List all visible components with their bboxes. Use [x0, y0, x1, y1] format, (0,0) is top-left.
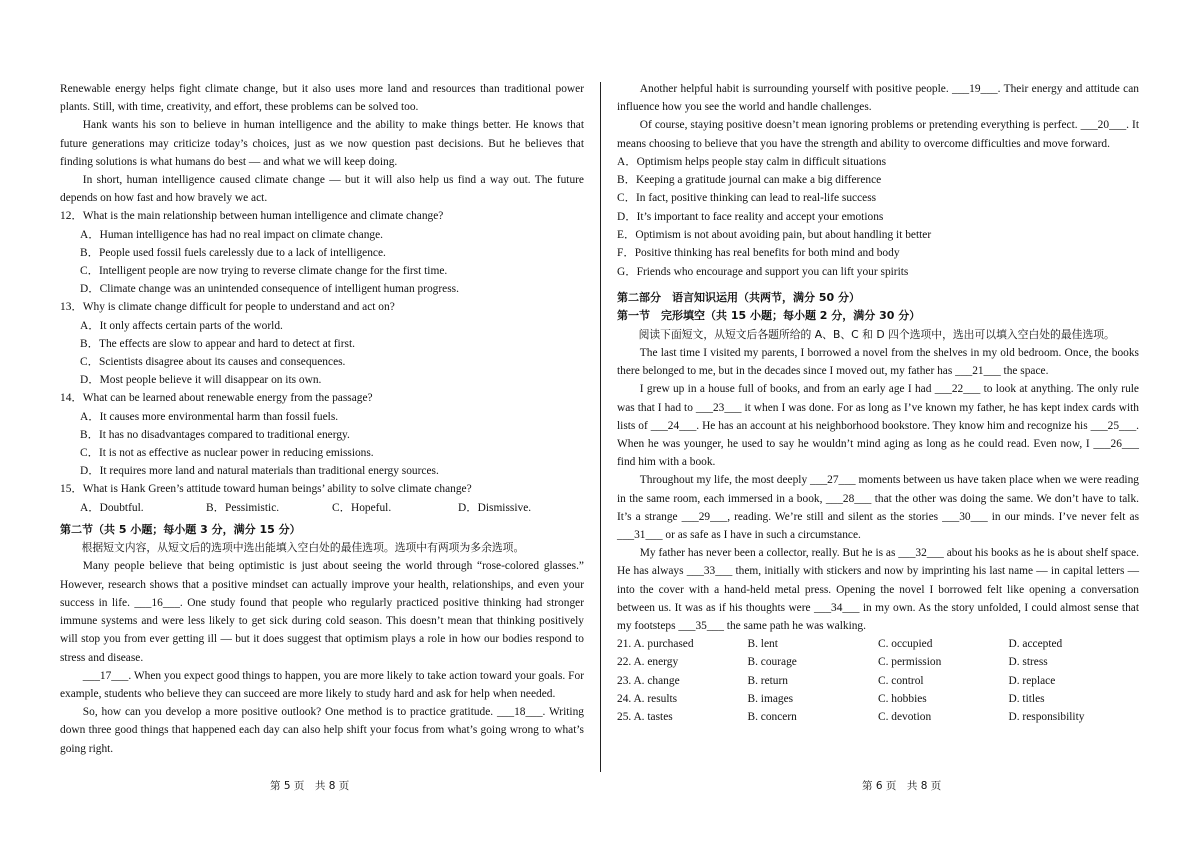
passage-paragraph: Of course, staying positive doesn’t mean ignoring problems or pretending everything is perfect. ___20___. It means choosing to believe that you have the strength and ability to overcome difficulties and move forward. [617, 119, 1139, 150]
cloze-option-row-22 [617, 653, 1139, 671]
cloze-option: C. occupied [878, 638, 933, 651]
cloze-option: C. control [878, 674, 924, 687]
section-2-instruction: 根据短文内容，从短文后的选项中选出能填入空白处的最佳选项。选项中有两项为多余选项。 [81, 541, 525, 555]
passage-paragraph: Hank wants his son to believe in human intelligence and the ability to make things better. He knows that future generations may criticize today’s choices, just as we now question past decisions. But he believes that finding solutions is what humans do best — and what we will keep doing. [60, 119, 584, 168]
cloze-option: B. concern [747, 710, 797, 723]
question-12-option-a: A．Human intelligence has had no real impact on climate change. [80, 228, 384, 241]
question-12-option-b: B．People used fossil fuels carelessly due to a lack of intelligence. [80, 246, 386, 259]
choice-e: E．Optimism is not about avoiding pain, but about handling it better [617, 229, 932, 241]
question-14-option-c: C．It is not as effective as nuclear power in reducing emissions. [80, 447, 374, 460]
question-15-option-d: D．Dismissive. [458, 501, 532, 514]
cloze-option-row-25 [617, 708, 1139, 726]
question-13-option-a: A．It only affects certain parts of the world. [80, 319, 283, 332]
passage-paragraph: Another helpful habit is surrounding yourself with positive people. ___19___. Their energy and attitude can influence how you see the world and handle challenges. [617, 83, 1139, 114]
choice-b: B．Keeping a gratitude journal can make a big difference [617, 174, 882, 187]
choice-a: A．Optimism helps people stay calm in difficult situations [617, 155, 887, 168]
cloze-paragraph: The last time I visited my parents, I borrowed a novel from the shelves in my old bedroom. Once, the books there belonged to me, but in the decades since I moved out, my father has ___21___ the space. [617, 346, 1139, 378]
cloze-option: B. return [747, 674, 788, 687]
cloze-option: D. responsibility [1008, 710, 1085, 723]
passage-paragraph: Many people believe that being optimistic is just about seeing the world through “rose-colored glasses.” However, research shows that a positive mindset can actually improve your health, relationships, and even your success in life. ___16___. One study found that people who regularly practiced positive thinking had stronger immune systems and were less likely to get sick during cold season. This doesn’t mean that thinking positively will stop you from ever getting ill — but it does suggest that optimism plays a role in how our bodies respond to stress and disease. [60, 560, 584, 664]
page-footer-left: 第 5 页 共 8 页 [270, 780, 350, 792]
cloze-option: B. courage [747, 656, 797, 669]
question-15-options [80, 499, 584, 517]
choice-g: G．Friends who encourage and support you can lift your spirits [617, 265, 909, 278]
cloze-paragraph: Throughout my life, the most deeply ___27___ moments between us have taken place when we were reading in the same room, each immersed in a book, ___28___ that the other was doing the same. We don’t have to talk. It’s a strange ___29___, reading. We’re still and silent as the stories ___30___ in our minds. I’ve never felt as ___31___ or as safe as I have in such a circumstance. [617, 474, 1139, 541]
cloze-option-row-24 [617, 690, 1139, 708]
section-2-heading: 第二节（共 5 小题；每小题 3 分，满分 15 分） [60, 522, 301, 536]
cloze-option: 22. A. energy [617, 656, 679, 669]
question-12-stem: 12．What is the main relationship between human intelligence and climate change? [60, 210, 444, 223]
left-column [60, 80, 584, 758]
cloze-option: 24. A. results [617, 692, 678, 705]
cloze-option: 25. A. tastes [617, 710, 673, 723]
part-2-section-1-heading: 第一节 完形填空（共 15 小题；每小题 2 分，满分 30 分） [617, 309, 921, 323]
question-13-stem: 13．Why is climate change difficult for people to understand and act on? [60, 301, 395, 314]
cloze-paragraph: I grew up in a house full of books, and from an early age I had ___22___ to look at anything. The only rule was that I had to ___23___ it when I was done. For as long as I’ve known my father, he has kept index cards with lists of ___24___. He has an account at his neighborhood bookstore. They know him and recognize his ___25___. When he was younger, he used to say he wouldn’t mind aging as long as he could read. Even now, I ___26___ find him with a book. [617, 383, 1139, 469]
cloze-option: D. titles [1008, 692, 1045, 705]
column-divider [600, 82, 601, 772]
question-14-option-a: A．It causes more environmental harm than fossil fuels. [80, 410, 339, 423]
question-13-option-d: D．Most people believe it will disappear on its own. [80, 374, 322, 387]
question-15-option-c: C．Hopeful. [332, 501, 392, 514]
question-14-option-d: D．It requires more land and natural materials than traditional energy sources. [80, 465, 439, 478]
cloze-option-row-21 [617, 635, 1139, 653]
question-14-option-b: B．It has no disadvantages compared to traditional energy. [80, 428, 350, 441]
cloze-option: C. devotion [878, 710, 932, 723]
choice-f: F．Positive thinking has real benefits for both mind and body [617, 247, 900, 260]
cloze-option: C. hobbies [878, 692, 927, 705]
question-12-option-c: C．Intelligent people are now trying to reverse climate change for the first time. [80, 265, 448, 278]
choice-c: C．In fact, positive thinking can lead to real-life success [617, 192, 877, 205]
question-12-option-d: D．Climate change was an unintended consequence of intelligent human progress. [80, 283, 459, 296]
part-2-instruction: 阅读下面短文，从短文后各题所给的 A、B、C 和 D 四个选项中，选出可以填入空白处的最佳选项。 [638, 327, 1115, 341]
question-13-option-c: C．Scientists disagree about its causes and consequences. [80, 356, 346, 369]
cloze-option: D. accepted [1008, 638, 1063, 651]
cloze-option: D. replace [1008, 674, 1056, 687]
question-15-option-b: B．Pessimistic. [206, 501, 280, 514]
passage-paragraph: So, how can you develop a more positive outlook? One method is to practice gratitude. ___18___. Writing down three good things that happened each day can also help shift your focus from what’s going wrong to what’s going right. [60, 706, 584, 755]
cloze-option-row-23 [617, 672, 1139, 690]
cloze-option: 21. A. purchased [617, 638, 694, 651]
cloze-option: B. lent [747, 638, 778, 651]
passage-paragraph: Renewable energy helps fight climate change, but it also uses more land and resources than traditional power plants. Still, with time, creativity, and effort, these problems can be solved too. [60, 83, 584, 114]
passage-paragraph: In short, human intelligence caused climate change — but it will also help us find a way out. The future depends on how fast and how bravely we act. [60, 174, 584, 205]
cloze-options [617, 635, 1139, 726]
question-15-option-a: A．Doubtful. [80, 501, 144, 514]
page-footer-right: 第 6 页 共 8 页 [862, 780, 942, 792]
question-13-option-b: B．The effects are slow to appear and hard to detect at first. [80, 337, 355, 350]
right-column [617, 80, 1139, 726]
cloze-option: B. images [747, 692, 794, 705]
passage-paragraph: ___17___. When you expect good things to happen, you are more likely to take action toward your goals. For example, students who believe they can succeed are more likely to study hard and ask for help when needed. [60, 669, 584, 700]
question-14-stem: 14．What can be learned about renewable energy from the passage? [60, 392, 373, 405]
cloze-paragraph: My father has never been a collector, really. But he is as ___32___ about his books as he is about shelf space. He has always ___33___ them, initially with stickers and now by imprinting his last name — in capital letters — into the cover with a hand-held metal press. Opening the novel I borrowed felt like opening a conversation between us. It was as if his thoughts were ___34___ in my own. As the story unfolded, I could almost sense that my footsteps ___35___ the same path he was walking. [617, 547, 1139, 632]
cloze-option: D. stress [1008, 656, 1048, 669]
cloze-option: C. permission [878, 656, 942, 669]
part-2-heading: 第二部分 语言知识运用（共两节，满分 50 分） [617, 290, 860, 304]
question-15-stem: 15．What is Hank Green’s attitude toward human beings’ ability to solve climate change? [60, 483, 472, 496]
choice-d: D．It’s important to face reality and accept your emotions [617, 210, 884, 223]
cloze-option: 23. A. change [617, 674, 680, 687]
